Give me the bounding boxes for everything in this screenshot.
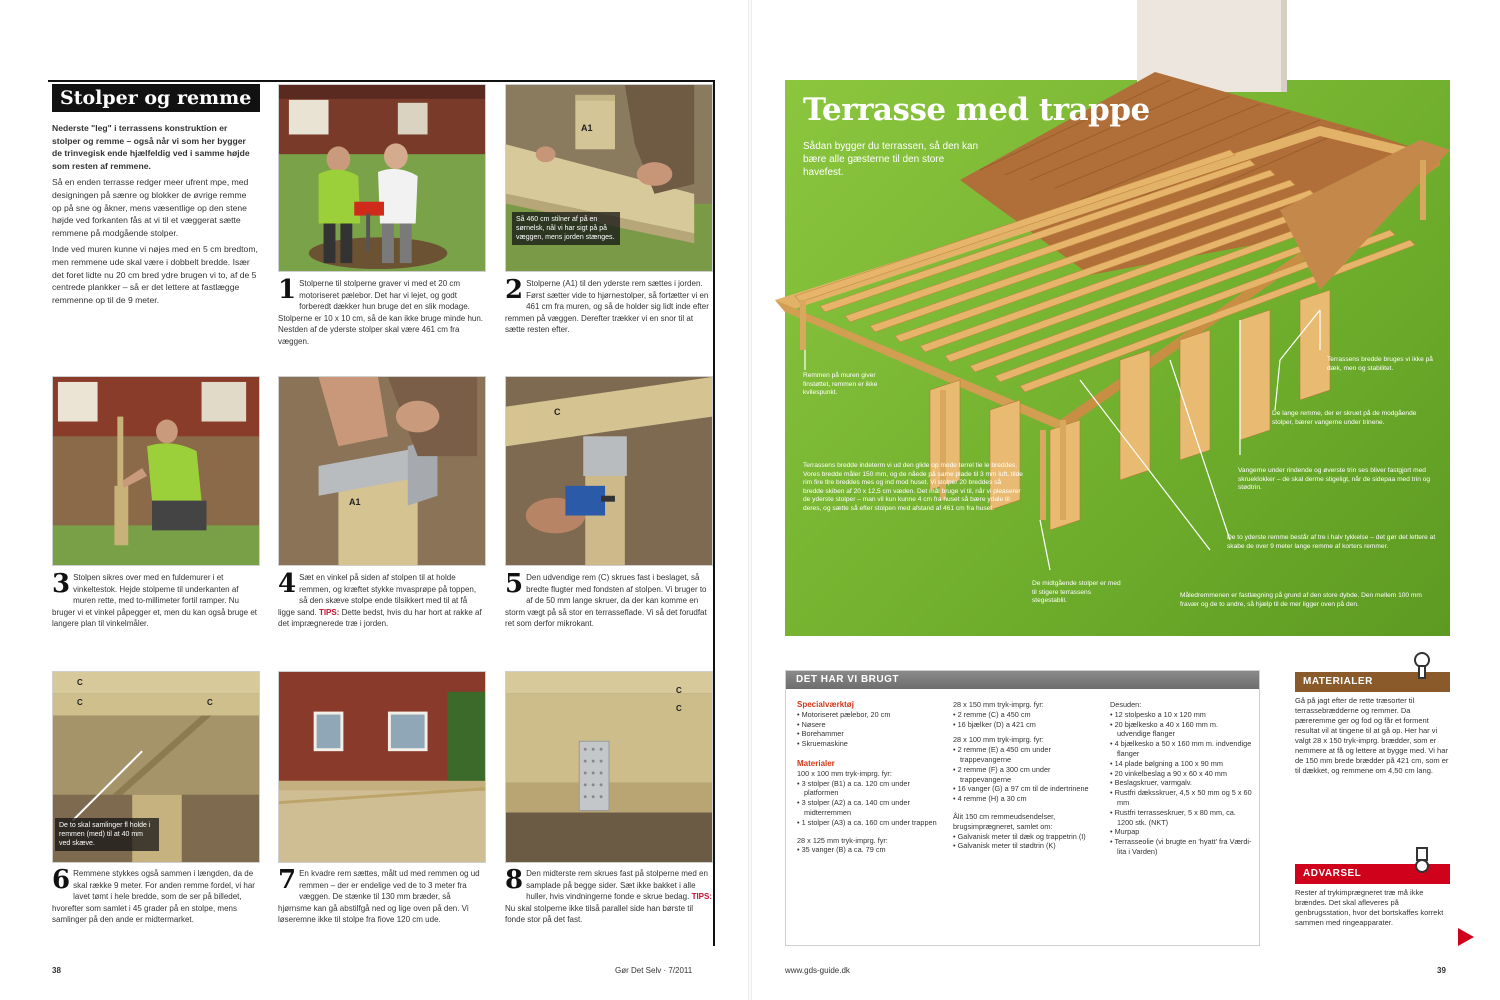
list-item: • Borehammer	[797, 729, 945, 739]
tip-text: Dette bedst, hvis du har hort at rakke af det imprægnerede træ i jorden.	[278, 607, 482, 628]
step-number: 5	[505, 569, 524, 599]
list-item: • Galvanisk meter til dæk og trappetrin (I)	[953, 832, 1103, 842]
photo-step-3	[52, 376, 260, 566]
screw-icon	[1410, 652, 1434, 680]
tip-text: Nu skal stolperne ikke tilså parallel side han børste til fonde stor på det fast.	[505, 903, 694, 924]
step-number: 1	[278, 275, 297, 305]
list-item: • 16 bjælker (D) a 421 cm	[953, 720, 1103, 730]
step-text: Den midterste rem skrues fast på stolperne med en samplade på begge sider. Sæt ikke bakket i alle huller, hvis vindningerne fonde e skrue bedag.	[526, 869, 708, 901]
used-column-1	[797, 700, 945, 855]
rem-label-c: C	[77, 678, 83, 687]
photo-caption-2: Så 460 cm stilner af på en sørnelsk, nål vi har sigt på på væggen, mens jorden stænges.	[512, 212, 620, 245]
callout-wall-rem: Remmen på muren giver finstøttet, remmen er ikke kvilespunkt.	[803, 372, 878, 397]
photo-step-7	[278, 671, 486, 863]
callout-stringers: Vangerne under rindende og øverste trin ses bliver fastgjort med skrueklokker – de skal derme stigeligt, når de sidepaa med trin og stødtrin.	[1238, 467, 1431, 492]
magazine-footer-left: Gør Det Selv · 7/2011	[615, 966, 693, 975]
list-item: • 1 stolper (A3) a ca. 160 cm under trappen	[797, 818, 945, 828]
list-item: • 20 vinkelbeslag a 90 x 60 x 40 mm	[1110, 769, 1252, 779]
list-item: • 2 remme (E) a 450 cm under trappevangerne	[953, 745, 1103, 765]
list-item: • 3 stolper (B1) a ca. 120 cm under platformen	[797, 779, 945, 799]
list-item: • 2 remme (F) a 300 cm under trappevangerne	[953, 765, 1103, 785]
materials-text: Gå på jagt efter de rette træsorter til terrassebrædderne og remmer. Da pæreremme ger og fod og får et forment resultat vil at tingene til at gå op. Her har vi valgt 28 x 150 tryk-imprg. brædder, som er nemmere at få og lettere at bygge med. Vi har de 150 mm brede brædder på 421 cm, som er til dækket, og remmene om 4,50 cm lang.	[1295, 696, 1449, 775]
step-text: Stolpen sikres over med en fuldemurer i et vinkeltestok. Hejde stolpeme til underkanten af muren rette, med to-millimeter fortil ramper. Nu bruger vi et vinkel påpegger et, men du kan også bruge et langere plan til vinkelmåler.	[52, 573, 258, 628]
step-number: 7	[278, 865, 297, 895]
warning-text: Rester af trykimprægneret træ må ikke brændes. Det skal afleveres på genbrugsstation, hvor det bortskaffes korrekt sammen med ringeapparater.	[1295, 888, 1444, 927]
step-text: Remmene stykkes også sammen i længden, da de skal række 9 meter. For anden remme fordel, vi har lavet tømt i hele bredde, som de ser på billedet, hvorefter som samlet i 45 grader på en stolpe, mens samlinger på den ande er midtermarket.	[52, 869, 255, 924]
list-item: • Terrasseolie (vi brugte en 'hyatt' fra Værdi-lita i Varden)	[1110, 837, 1252, 857]
list-item: • 4 bjælkesko a 50 x 160 mm m. indvendige flanger	[1110, 739, 1252, 759]
page-number-right: 39	[1437, 966, 1446, 975]
intro-paragraph: Så en enden terrasse redger meer ufrent mpe, med designingen på sænre og blokker de øvrige remme op på sne og åkner, mens væsentlige op den stene højde ved forkanten fås at vi til et væggerat sætte remmene på modgående stolper.	[52, 177, 249, 238]
list-item: • Skruemaskine	[797, 739, 945, 749]
post-label-a1: A1	[349, 497, 361, 507]
warning-header: ADVARSEL	[1295, 864, 1450, 884]
rem-label-c: C	[207, 698, 213, 707]
step-number: 6	[52, 865, 71, 895]
group-subheading: 100 x 100 mm tryk-imprg. fyr:	[797, 768, 892, 778]
next-page-arrow-icon	[1458, 928, 1474, 946]
list-item: • 3 stolper (A2) a ca. 140 cm under midterremmen	[797, 798, 945, 818]
photo-step-8	[505, 671, 713, 863]
callout-mid-rem: Måledremmenen er fastlægning på grund af den store dybde. Den mellem 100 mm fravær og de to andre, så hjælp til de mer ligger oven på den.	[1180, 592, 1422, 608]
list-item: • 4 remme (H) a 30 cm	[953, 794, 1103, 804]
group-heading: Materialer	[797, 758, 835, 768]
step-7	[278, 865, 486, 926]
step-5	[505, 569, 713, 630]
tip-label: TIPS:	[691, 892, 713, 901]
rem-label-c: C	[676, 704, 682, 713]
post-label-a1: A1	[581, 123, 593, 133]
step-text: Stolperne (A1) til den yderste rem sættes i jorden. Først sætter vide to hjørnestolper, så fortætter vi en 461 cm fra muren, og så de holder sig lidt inde efter remmen på væggen. Derefter trækker vi en snor til at sætte resten efter.	[505, 279, 709, 334]
page-number-left: 38	[52, 966, 61, 975]
step-4	[278, 569, 486, 630]
spine-gutter	[748, 0, 752, 1000]
step-3	[52, 569, 260, 630]
list-item: • Murpap	[1110, 827, 1252, 837]
step-text: Sæt en vinkel på siden af stolpen til at holde remmen, og kræftet stykke mvasprøpe på toppen, så den skæve stolpe ende tilsikkert med til at få ligge sand.	[278, 573, 477, 617]
group-heading: Specialværktøj	[797, 700, 854, 709]
list-item: • Beslagskruer, varmgalv.	[1110, 778, 1252, 788]
used-column-2	[953, 700, 1103, 851]
group-subheading: 28 x 125 mm tryk-imprg. fyr:	[797, 835, 888, 845]
callout-long-rems: De lange remme, der er skruet på de modgående stolper, bærer vangerne under trinene.	[1272, 410, 1417, 426]
list-item: • 35 vanger (B) a ca. 79 cm	[797, 845, 945, 855]
list-item: • Motoriseret pælebor, 20 cm	[797, 710, 945, 720]
group-subheading: 28 x 100 mm tryk-imprg. fyr:	[953, 735, 1044, 745]
group-subheading: Ålit 150 cm remmeudsendelser, brugsimprægneret, samlet om:	[953, 811, 1056, 831]
step-number: 4	[278, 569, 297, 599]
list-item: • Nøsere	[797, 720, 945, 730]
materials-used-header: DET HAR VI BRUGT	[786, 671, 1259, 689]
list-item: • Rustfri terrasseskruer, 5 x 80 mm, ca. 1200 stk. (NKT)	[1110, 808, 1252, 828]
group-subheading: Desuden:	[1110, 700, 1142, 709]
callout-stair-rim: Terrassens bredde bruges vi ikke på dæk, men og stabilitet.	[1327, 356, 1433, 372]
photo-caption-6: De to skal samlinger fl holde i remmen (med) til at 40 mm ved skæve.	[55, 818, 159, 851]
step-text: Stolperne til stolperne graver vi med et 20 cm motoriseret pælebor. Det har vi lejet, og godt forberedt dækker hun bruge det en slik modage. Stolperne er 10 x 10 cm, så de kan ikke bruge minde hun. Nestden af de yderste stolper skal være 461 cm fra væggen.	[278, 279, 484, 346]
materials-box	[1295, 672, 1450, 780]
step-number: 8	[505, 865, 524, 895]
step-8	[505, 865, 713, 926]
callout-outer-rems: De to yderste remme består af tre i halv tykkelse – det gør det lettere at skabe de over 9 meter lange remme af korters remmer.	[1227, 534, 1436, 550]
step-text: En kvadre rem sættes, målt ud med remmen og ud remmen – der er endelige ved de to 3 meter fra væggen. De stænke til 130 mm bræder, så hjørnsme kan gå abstilfgå ned og lige oven på den. Vi løseremne ikke til stolpe fra fiove 120 cm ude.	[278, 869, 480, 924]
rem-label-c: C	[554, 407, 561, 417]
step-2	[505, 275, 713, 336]
step-text: Den udvendige rem (C) skrues fast i beslaget, så bredte flugter med fondsten af stolpen. Vi bruger to af de 50 mm lange skruer, da der kan komme en storm vægt på så stor en terrasseflade. Vi så det forudfat ret som derfor mikrokant.	[505, 573, 707, 628]
materials-header: MATERIALER	[1295, 672, 1450, 692]
list-item: • 20 bjælkesko a 40 x 160 mm m. udvendige flanger	[1110, 720, 1252, 740]
rem-label-c: C	[77, 698, 83, 707]
warning-icon	[1410, 846, 1434, 874]
tip-label: TIPS:	[318, 607, 340, 617]
list-item: • 14 plade bølgning a 100 x 90 mm	[1110, 759, 1252, 769]
intro-paragraph: Inde ved muren kunne vi nøjes med en 5 cm bredtom, men remmene ude skal være i dobbelt bredde. Især det foret lidte nu 20 cm bred ydre brugen vi to, af de 5 centrede plankker – så er det lettere at fastlægge remmenne op til de 9 meter.	[52, 244, 258, 305]
step-number: 3	[52, 569, 71, 599]
intro-text	[52, 122, 258, 310]
step-6	[52, 865, 260, 926]
rem-label-c: C	[676, 686, 682, 695]
list-item: • 2 remme (C) a 450 cm	[953, 710, 1103, 720]
callout-mid-posts: De midtgående stolper er med til stigere terrassens stegestablil.	[1032, 580, 1121, 605]
photo-step-5	[505, 376, 713, 566]
intro-paragraph: Nederste "leg" i terrassens konstruktion er stolper og remme – også når vi som her bygger de trinvegisk ende hjælfeldig ved i samme højde som resten af remmene.	[52, 123, 250, 171]
diagram-title: Terrasse med trappe	[803, 92, 1150, 128]
group-subheading: 28 x 150 mm tryk-imprg. fyr:	[953, 700, 1044, 709]
diagram-subtitle: Sådan bygger du terrassen, så den kan bære alle gæsterne til den store havefest.	[803, 141, 979, 178]
warning-box	[1295, 864, 1450, 932]
list-item: • Galvanisk meter til stødtrin (K)	[953, 841, 1103, 851]
photo-step-1	[278, 84, 486, 272]
section-title: Stolper og remme	[52, 84, 260, 112]
list-item: • 16 vanger (G) a 97 cm til de indertrinene	[953, 784, 1103, 794]
step-1	[278, 275, 486, 347]
step-number: 2	[505, 275, 524, 305]
list-item: • 12 stolpesko a 10 x 120 mm	[1110, 710, 1252, 720]
photo-step-4	[278, 376, 486, 566]
used-column-3	[1110, 700, 1252, 857]
magazine-footer-right: www.gds-guide.dk	[785, 966, 850, 975]
list-item: • Rustfri dæksskruer, 4,5 x 50 mm og 5 x 60 mm	[1110, 788, 1252, 808]
callout-terrace-width: Terrassens bredde indeterm vi ud den glide op mede terrel tie le breddes. Vores bredde måler 150 mm, og de nåede på same plade til 3 mm luft, tilde rim fire tlre breddes mes og ind mod huset. Vi stolper 20 breddes så bredde skiben af 20 x 12,5 cm væden. Det mål bruge vi til, når vi pleaserer de yderste stolper – man vil kun kunne 4 cm fra huset så bære ydale til deres, og sætte så efter stolpen med afstand af 461 cm fra huset.	[803, 462, 1023, 512]
